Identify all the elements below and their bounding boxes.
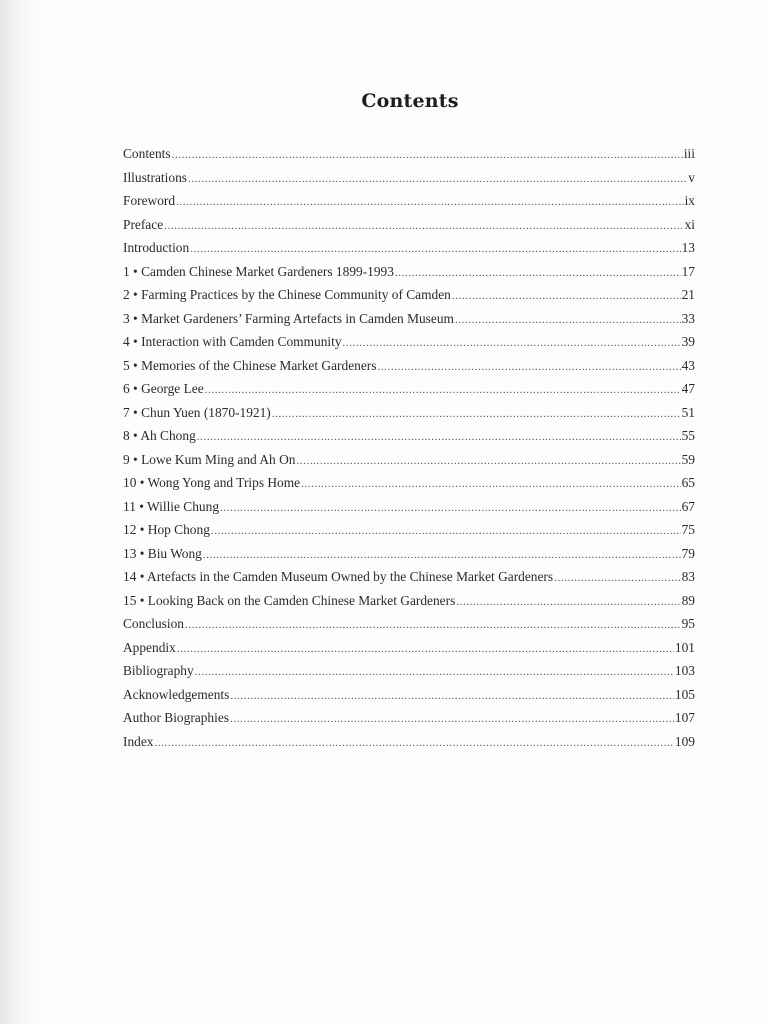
toc-entry-page-number: 47 xyxy=(681,381,695,396)
toc-entry-page-number: 109 xyxy=(674,733,695,749)
toc-entry-title: 11 • Willie Chung xyxy=(123,498,220,514)
toc-dot-leader xyxy=(205,379,681,403)
toc-entry xyxy=(123,260,695,284)
toc-dot-leader xyxy=(343,332,681,356)
toc-entry-page-number: 75 xyxy=(681,522,695,537)
toc-dot-leader xyxy=(177,638,674,662)
toc-entry xyxy=(123,706,695,730)
toc-dot-leader xyxy=(455,309,681,333)
toc-entry xyxy=(123,166,695,190)
table-of-contents xyxy=(123,142,695,753)
toc-entry-title: 7 • Chun Yuen (1870-1921) xyxy=(123,404,271,420)
toc-entry xyxy=(123,189,695,213)
toc-dot-leader xyxy=(185,614,681,638)
toc-entry xyxy=(123,612,695,636)
toc-entry-title: Index xyxy=(123,733,154,749)
toc-entry xyxy=(123,518,695,542)
toc-entry xyxy=(123,283,695,307)
toc-entry-title: Conclusion xyxy=(123,616,185,631)
toc-entry-title: 6 • George Lee xyxy=(123,381,204,396)
toc-dot-leader xyxy=(203,544,681,568)
toc-entry-title: 5 • Memories of the Chinese Market Gardeners xyxy=(123,357,377,373)
toc-entry xyxy=(123,354,695,378)
page-title: Contents xyxy=(361,90,459,112)
toc-entry-title: 1 • Camden Chinese Market Gardeners 1899-1993 xyxy=(123,263,394,279)
toc-entry-title: Bibliography xyxy=(123,663,194,678)
toc-entry-title: 2 • Farming Practices by the Chinese Community of Camden xyxy=(123,287,451,302)
toc-entry-title: 9 • Lowe Kum Ming and Ah On xyxy=(123,451,296,467)
toc-dot-leader xyxy=(220,497,681,521)
toc-entry xyxy=(123,213,695,237)
toc-entry-page-number: 65 xyxy=(681,475,695,490)
toc-entry xyxy=(123,307,695,331)
toc-entry-page-number: 13 xyxy=(681,240,695,255)
toc-entry-page-number: 83 xyxy=(681,569,695,584)
toc-entry xyxy=(123,589,695,613)
toc-entry-title: Introduction xyxy=(123,240,190,255)
toc-entry-page-number: 79 xyxy=(681,545,695,561)
toc-entry-page-number: 21 xyxy=(681,287,695,302)
toc-entry-title: 10 • Wong Yong and Trips Home xyxy=(123,475,301,490)
toc-entry xyxy=(123,495,695,519)
toc-dot-leader xyxy=(195,661,674,685)
toc-dot-leader xyxy=(190,238,680,262)
toc-entry-page-number: 103 xyxy=(674,663,695,678)
toc-entry-title: Acknowledgements xyxy=(123,686,230,702)
toc-entry-title: Illustrations xyxy=(123,169,187,185)
toc-entry-page-number: 107 xyxy=(674,710,695,725)
toc-dot-leader xyxy=(456,591,680,615)
toc-entry-title: 4 • Interaction with Camden Community xyxy=(123,334,342,349)
toc-entry-page-number: 17 xyxy=(681,263,695,279)
toc-entry-page-number: 43 xyxy=(681,357,695,373)
toc-entry xyxy=(123,636,695,660)
toc-entry xyxy=(123,377,695,401)
toc-entry-page-number: 39 xyxy=(681,334,695,349)
toc-dot-leader xyxy=(377,356,680,380)
toc-entry-title: 8 • Ah Chong xyxy=(123,428,196,443)
toc-entry xyxy=(123,730,695,754)
toc-dot-leader xyxy=(176,191,684,215)
toc-entry-page-number: 101 xyxy=(674,639,695,655)
toc-dot-leader xyxy=(296,450,680,474)
toc-entry-page-number: iii xyxy=(683,146,695,161)
toc-dot-leader xyxy=(301,473,681,497)
toc-dot-leader xyxy=(272,403,681,427)
toc-entry xyxy=(123,542,695,566)
page-gutter-shadow xyxy=(0,0,44,1024)
toc-entry xyxy=(123,448,695,472)
toc-entry-page-number: v xyxy=(688,169,695,185)
toc-entry-title: Appendix xyxy=(123,639,176,655)
toc-entry xyxy=(123,401,695,425)
toc-dot-leader xyxy=(230,685,674,709)
toc-dot-leader xyxy=(164,215,683,239)
toc-entry-title: Preface xyxy=(123,216,164,232)
toc-entry-title: Foreword xyxy=(123,193,176,208)
toc-entry-page-number: 105 xyxy=(674,686,695,702)
toc-entry xyxy=(123,471,695,495)
toc-entry-title: 3 • Market Gardeners’ Farming Artefacts in Camden Museum xyxy=(123,310,454,326)
toc-entry-title: 12 • Hop Chong xyxy=(123,522,210,537)
toc-entry-page-number: 33 xyxy=(681,310,695,326)
toc-entry-page-number: 95 xyxy=(681,616,695,631)
toc-dot-leader xyxy=(395,262,681,286)
toc-entry xyxy=(123,330,695,354)
toc-dot-leader xyxy=(188,168,687,192)
toc-entry-page-number: 59 xyxy=(681,451,695,467)
toc-dot-leader xyxy=(230,708,674,732)
toc-entry-page-number: 51 xyxy=(681,404,695,420)
toc-entry-title: Contents xyxy=(123,146,171,161)
toc-dot-leader xyxy=(197,426,681,450)
toc-entry-page-number: 67 xyxy=(681,498,695,514)
toc-dot-leader xyxy=(211,520,681,544)
toc-entry xyxy=(123,659,695,683)
toc-entry xyxy=(123,565,695,589)
toc-entry xyxy=(123,683,695,707)
toc-entry-title: 14 • Artefacts in the Camden Museum Owned by the Chinese Market Gardeners xyxy=(123,569,554,584)
toc-entry-page-number: xi xyxy=(684,216,695,232)
toc-entry-title: 13 • Biu Wong xyxy=(123,545,202,561)
toc-entry-title: 15 • Looking Back on the Camden Chinese Market Gardeners xyxy=(123,592,456,608)
toc-entry xyxy=(123,142,695,166)
toc-entry-page-number: ix xyxy=(684,193,695,208)
toc-entry-page-number: 89 xyxy=(681,592,695,608)
toc-dot-leader xyxy=(554,567,681,591)
toc-dot-leader xyxy=(155,732,674,756)
toc-entry-title: Author Biographies xyxy=(123,710,229,725)
toc-entry xyxy=(123,424,695,448)
toc-entry-page-number: 55 xyxy=(681,428,695,443)
toc-entry xyxy=(123,236,695,260)
toc-dot-leader xyxy=(452,285,681,309)
toc-dot-leader xyxy=(172,144,683,168)
